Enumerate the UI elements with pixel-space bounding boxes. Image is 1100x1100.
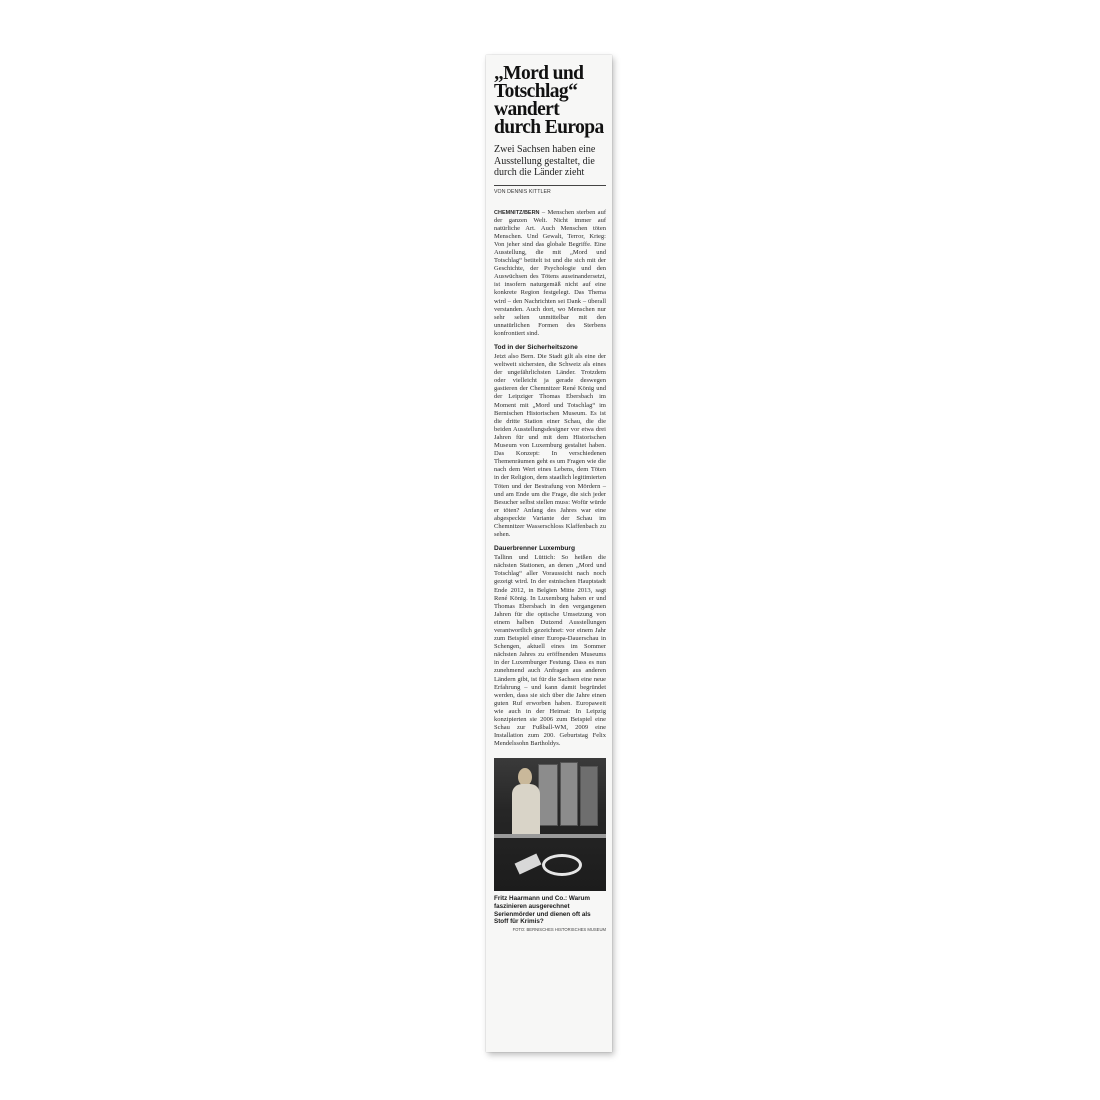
display-panel bbox=[580, 766, 598, 826]
dateline: CHEMNITZ/BERN bbox=[494, 209, 540, 216]
subheadline: Zwei Sachsen haben eine Ausstellung gestaltet, die durch die Länder zieht bbox=[494, 144, 596, 178]
intro-paragraph bbox=[494, 209, 606, 339]
intro-text: – Menschen sterben auf der ganzen Welt. Nicht immer auf natürliche Art. Auch Menschen töten Menschen. Und Gewalt, Terror, Krieg: Von jeher sind das globale Begriffe. Eine Ausstellung, die mit „Mord und Totschlag“ betitelt ist und die sich mit der Geschichte, der Psychologie und den Auswüchsen des Tötens auseinandersetzt, ist insofern naturgemäß nicht auf eine konkrete Region festgelegt. Das Thema wird – den Nachrichten sei Dank – überall verstanden. Auch dort, wo Menschen nur sehr selten unmittelbar mit den unnatürlichen Formen des Sterbens konfrontiert sind. bbox=[494, 208, 606, 337]
display-panel bbox=[560, 762, 578, 826]
article bbox=[494, 65, 606, 932]
photo-credit: FOTO: BERNISCHES HISTORISCHES MUSEUM bbox=[512, 926, 606, 932]
section-1-paragraph: Jetzt also Bern. Die Stadt gilt als eine der weltweit sichersten, die Schweiz als eines der ungefährlichsten Länder. Trotzdem oder vielleicht ja gerade deswegen gastieren der Chemnitzer René König und der Leipziger Thomas Ebersbach im Moment mit „Mord und Totschlag“ im Bernischen Historischen Museum. Es ist die dritte Station einer Schau, die die beiden Ausstellungsdesigner vor etwa drei Jahren für und mit dem Historischen Museum von Luxemburg gestaltet haben. Das Konzept: In verschiedenen Themenräumen geht es um Fragen wie die nach dem Wert eines Lebens, dem Töten in der Religion, dem staatlich legitimierten Töten und der Bestrafung von Mördern – und am Ende um die Frage, die sich jeder Besucher selbst stellen muss: Wofür würde er töten? Anfang des Jahres war eine abgespeckte Variante der Schau im Chemnitzer Wasserschloss Klaffenbach zu sehen. bbox=[494, 353, 606, 539]
display-table bbox=[494, 834, 606, 838]
floor-graphic bbox=[515, 854, 542, 875]
display-panel bbox=[538, 764, 558, 826]
headline: „Mord und Totschlag“ wandert durch Europa bbox=[494, 63, 604, 138]
byline: VON DENNIS KITTLER bbox=[494, 185, 606, 195]
section-heading-2: Dauerbrenner Luxemburg bbox=[494, 545, 575, 553]
floor-graphic-ring bbox=[542, 854, 582, 876]
exhibition-photo bbox=[494, 758, 606, 891]
person-body bbox=[512, 784, 540, 836]
section-heading-1: Tod in der Sicherheitszone bbox=[494, 344, 578, 351]
section-2-paragraph: Tallinn und Lüttich: So heißen die nächsten Stationen, an denen „Mord und Totschlag“ aller Voraussicht nach noch gezeigt wird. In der estnischen Hauptstadt Ende 2012, in Belgien Mitte 2013, sagt René König. In Luxemburg haben er und Thomas Ebersbach in den vergangenen Jahren für die optische Umsetzung von einem halben Dutzend Ausstellungen verantwortlich gezeichnet: vor einem Jahr zum Beispiel einer Europa-Dauerschau in Schengen, aktuell eines im Sommer nächsten Jahres zu eröffnenden Museums in der Luxemburger Festung. Dass es nun zunehmend auch Anfragen aus anderen Ländern gibt, ist für die Sachsen eine neue Erfahrung – und kann damit begründet werden, dass sie sich über die Jahre einen guten Ruf erworben haben. Europaweit wie auch in der Heimat: In Leipzig konzipierten sie 2006 zum Beispiel eine Schau zur Fußball-WM, 2009 eine Installation zum 200. Geburtstag Felix Mendelssohn Bartholdys. bbox=[494, 554, 606, 748]
photo-caption: Fritz Haarmann und Co.: Warum faszinieren ausgerechnet Serienmörder und dienen oft als Stoff für Krimis? bbox=[494, 895, 591, 926]
newspaper-clipping bbox=[486, 55, 612, 1052]
